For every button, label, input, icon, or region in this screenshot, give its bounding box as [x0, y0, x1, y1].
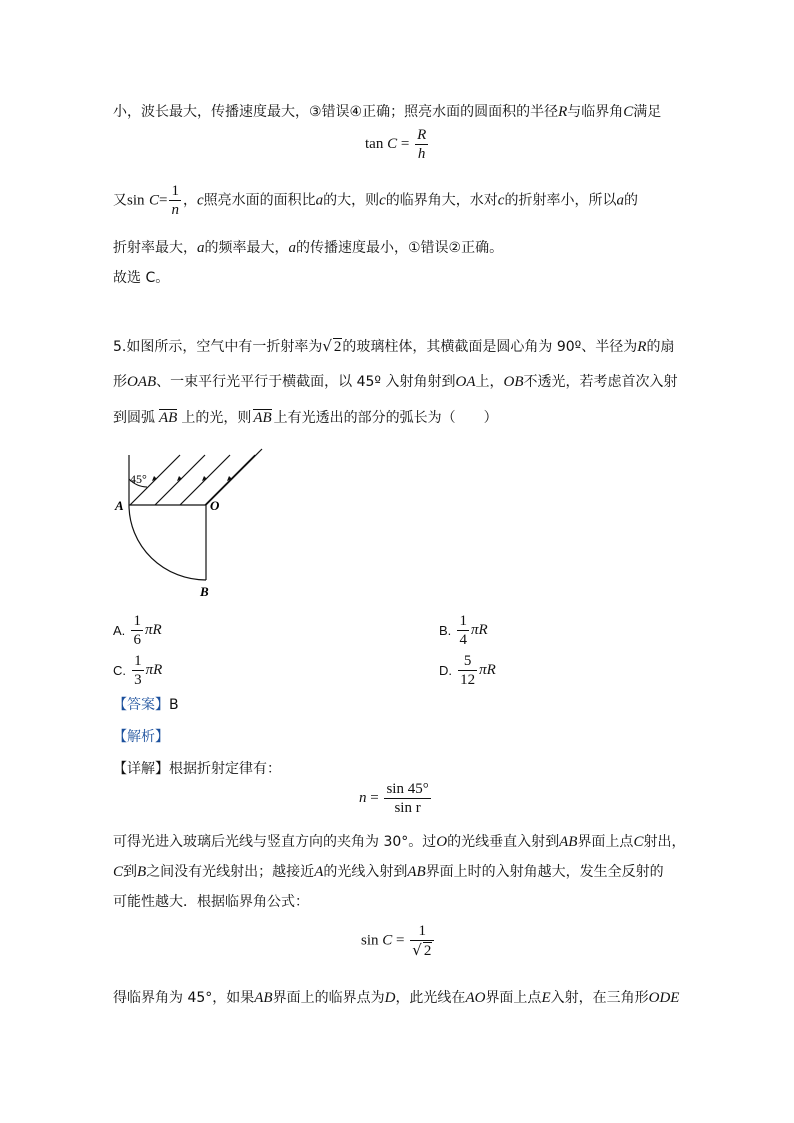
fraction: $\frac{\sin 45^\circ}{\text{sin r}}$ — [386, 781, 429, 816]
option-d[interactable]: D. $\frac{5}{12}$ πR — [439, 653, 496, 688]
option-c[interactable]: C. $\frac{1}{3}$ πR — [113, 653, 163, 688]
arc-symbol: AB — [253, 410, 272, 426]
text-line: 小，波长最大，传播速度最大，③错误④正确；照亮水面的圆面积的半径R与临界角C满足 — [113, 104, 662, 120]
fraction: $\frac{R}{h}$ — [417, 127, 427, 162]
fraction: $\frac{5}{12}$ — [460, 653, 476, 688]
arc-ab — [129, 505, 206, 580]
detail-line: 【详解】根据折射定律有： — [113, 761, 281, 777]
question-stem: 形OAB、一束平行光平行于横截面，以 45º 入射角射到OA上，OB不透光，若考虑首次入射 — [113, 374, 678, 390]
text-line: 又sin C= $\frac{1}{n}$ ，c照亮水面的面积比a的大，则c的临界角大，水对c的折射率小，所以a的 — [113, 183, 638, 218]
option-b[interactable]: B. $\frac{1}{4}$ πR — [439, 613, 488, 648]
question-stem: 到圆弧 AB 上的光，则 AB 上有光透出的部分的弧长为（ ） — [113, 410, 498, 426]
incident-ray — [206, 449, 262, 505]
incident-ray — [155, 455, 205, 505]
text-line: 得临界角为 45°，如果AB界面上的临界点为D，此光线在AO界面上点E入射，在三角形ODE — [113, 990, 680, 1006]
equation-refraction: n = $\frac{\sin 45^\circ}{\text{sin r}}$ — [359, 781, 429, 816]
text-line: 可能性越大．根据临界角公式： — [113, 894, 309, 910]
fraction: $\frac{1}{√ 2}$ — [410, 922, 434, 960]
fraction: $\frac{1}{3}$ — [134, 653, 142, 688]
text-line: C到B之间没有光线射出；越接近A的光线入射到AB界面上时的入射角越大，发生全反射的 — [113, 864, 664, 880]
detail-tag: 【详解】 — [113, 761, 169, 777]
fraction: $\frac{1}{6}$ — [133, 613, 141, 648]
point-o-label: O — [210, 498, 220, 513]
answer-line — [113, 695, 179, 715]
text-line: 折射率最大，a的频率最大，a的传播速度最小，①错误②正确。 — [113, 240, 504, 256]
point-a-label: A — [115, 498, 124, 513]
angle-label: 45° — [130, 472, 147, 486]
sector-figure — [110, 445, 280, 605]
answer-value: B — [169, 697, 179, 713]
equation-critical: sin C = $\frac{1}{√ 2}$ — [361, 922, 436, 960]
fraction: $\frac{1}{n}$ — [171, 183, 179, 218]
analysis-tag: 【解析】 — [113, 729, 169, 745]
text-line: 可得光进入玻璃后光线与竖直方向的夹角为 30°。过O的光线垂直入射到AB界面上点C射出， — [113, 834, 686, 850]
point-b-label: B — [200, 584, 209, 599]
fraction: $\frac{1}{4}$ — [459, 613, 467, 648]
text-line: 故选 C。 — [113, 270, 170, 286]
answer-tag: 【答案】 — [113, 697, 169, 713]
analysis-line — [113, 727, 169, 747]
arc-symbol: AB — [159, 410, 178, 426]
option-a[interactable]: A. $\frac{1}{6}$ πR — [113, 613, 162, 648]
incident-ray — [180, 455, 230, 505]
equation-tan: tan C = $\frac{R}{h}$ — [365, 127, 427, 162]
question-stem: 5.如图所示，空气中有一折射率为√ 2的玻璃柱体，其横截面是圆心角为 90º、半径为R的扇 — [113, 337, 675, 355]
